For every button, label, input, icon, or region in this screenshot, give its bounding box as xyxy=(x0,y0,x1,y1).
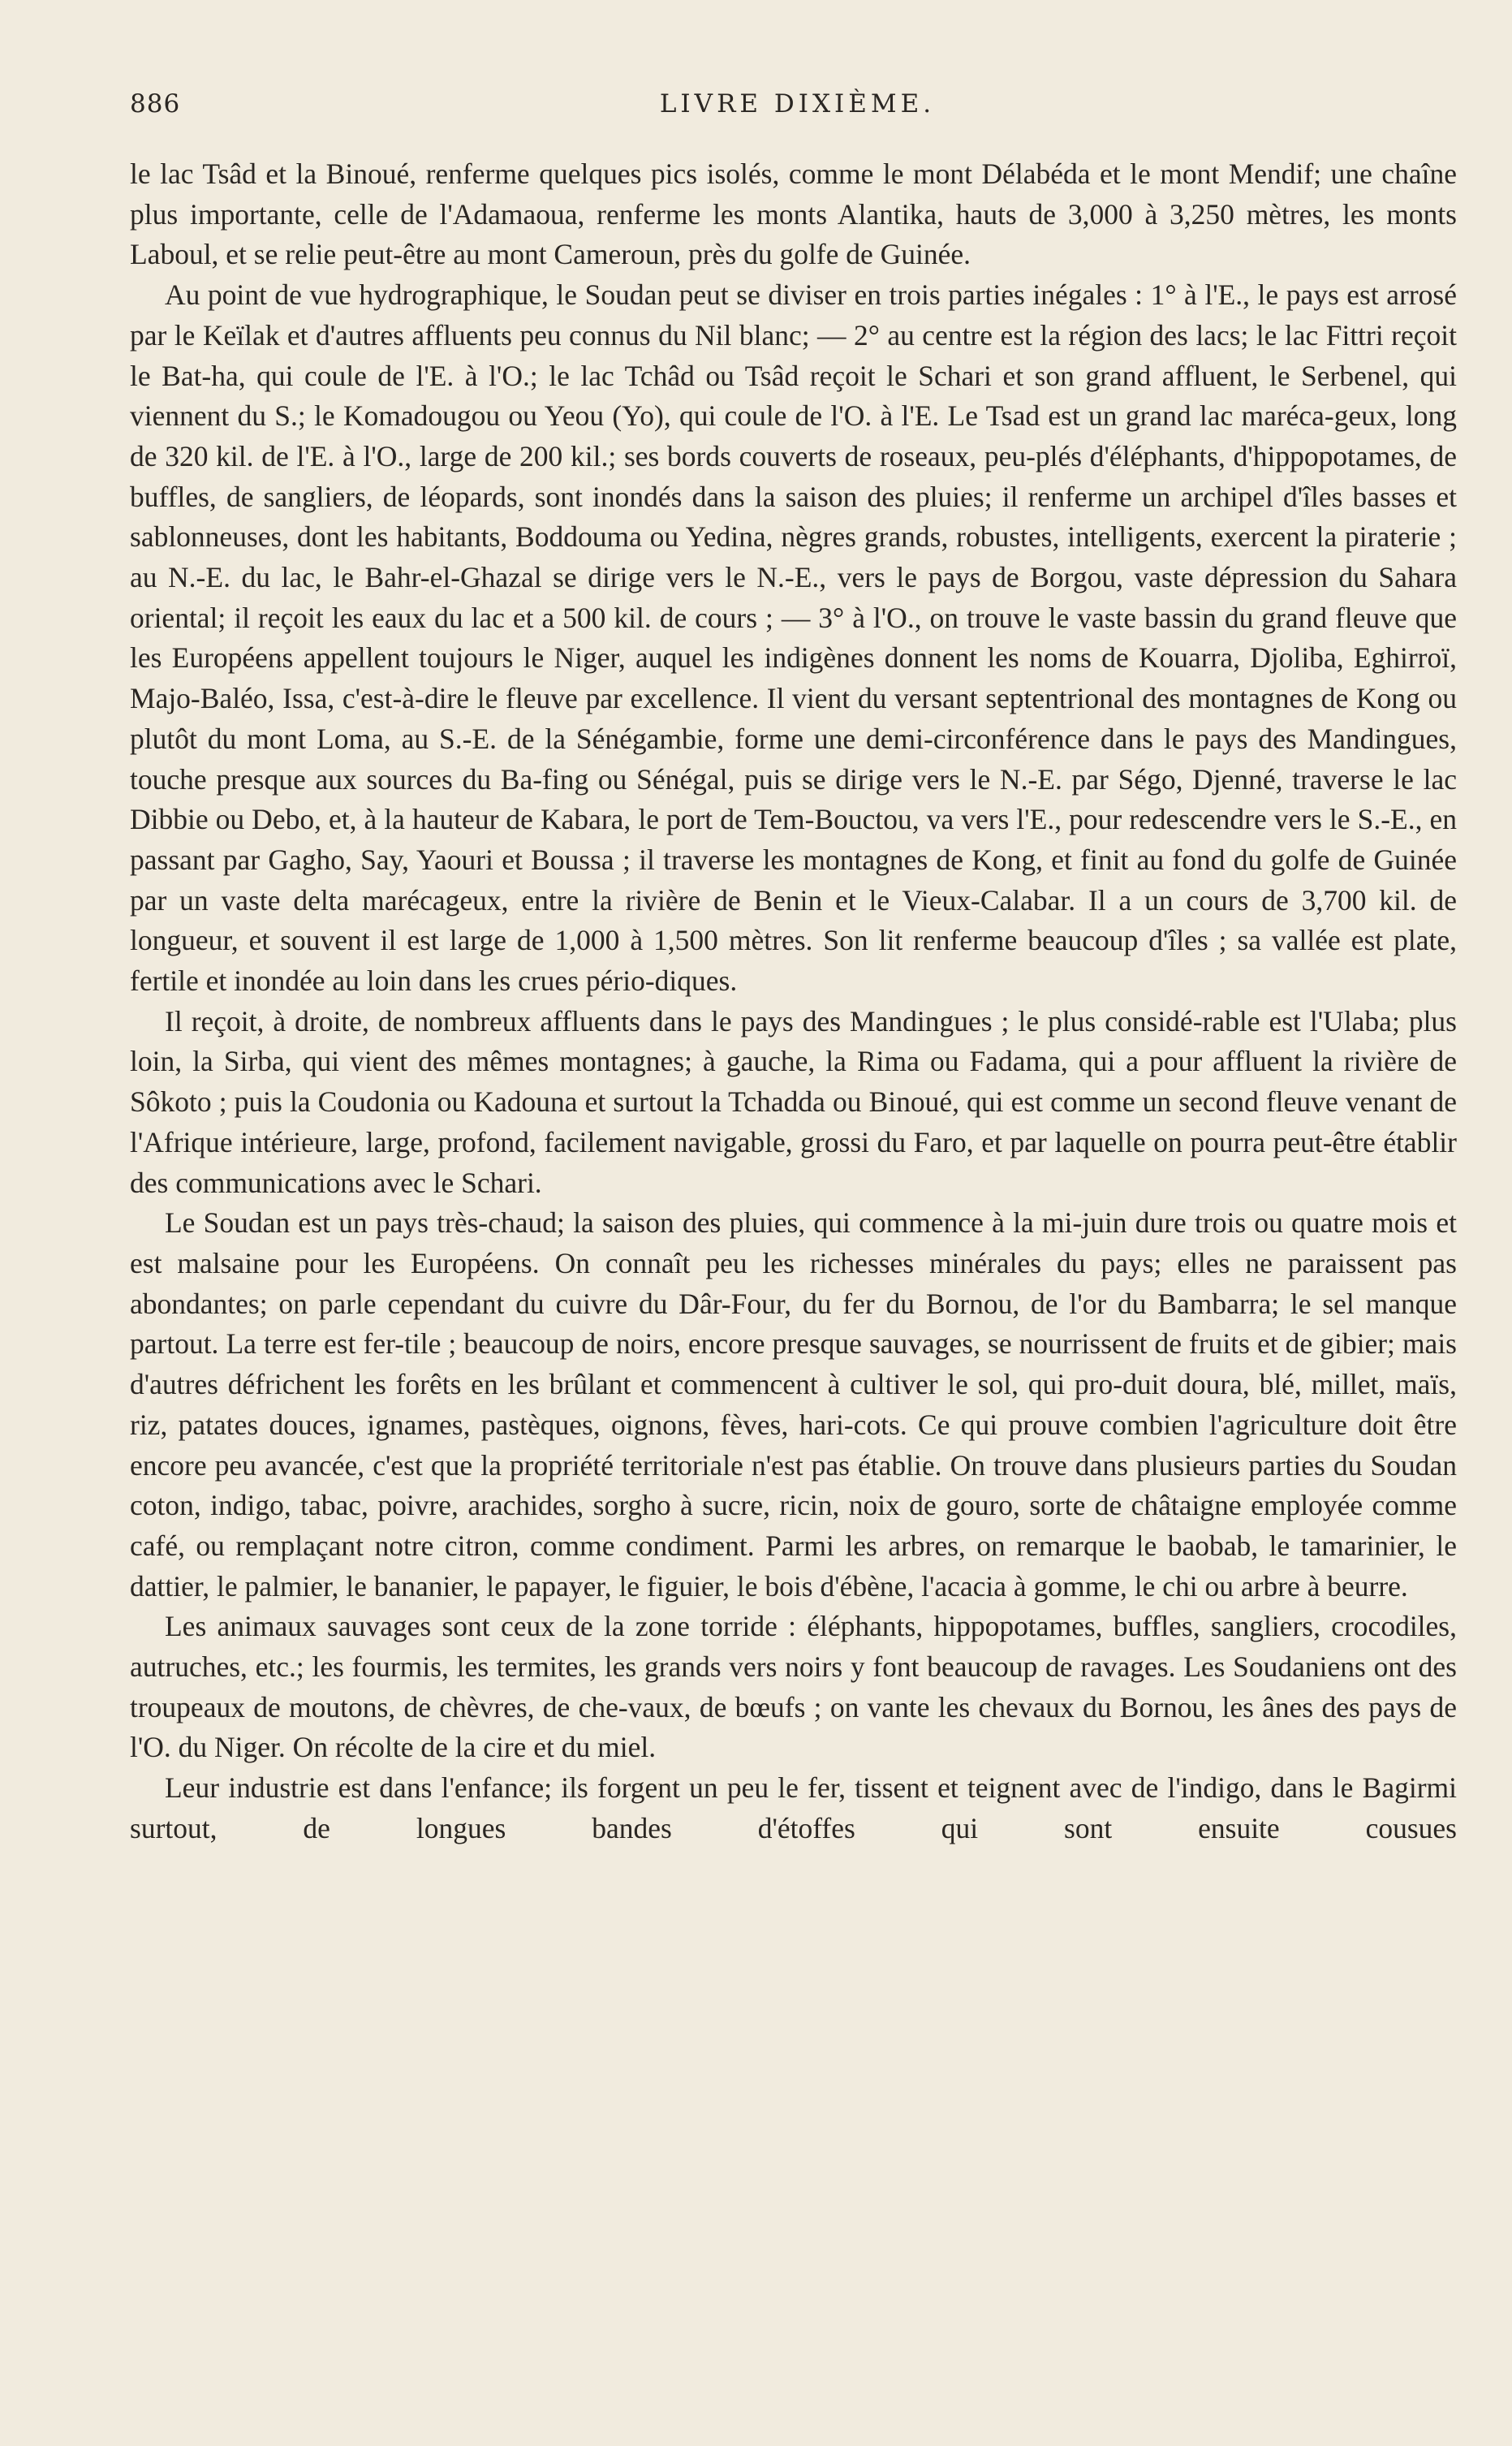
paragraph: Le Soudan est un pays très-chaud; la saison des pluies, qui commence à la mi-juin dure trois ou quatre mois et est malsaine pour les Européens. On connaît peu les richesses minérales du pays; elles ne paraissent pas abondantes; on parle cependant du cuivre du Dâr-Four, du fer du Bornou, de l'or du Bambarra; le sel manque partout. La terre est fer-tile ; beaucoup de noirs, encore presque sauvages, se nourrissent de fruits et de gibier; mais d'autres défrichent les forêts en les brûlant et commencent à cultiver le sol, qui pro-duit doura, blé, millet, maïs, riz, patates douces, ignames, pastèques, oignons, fèves, hari-cots. Ce qui prouve combien l'agriculture doit être encore peu avancée, c'est que la propriété territoriale n'est pas établie. On trouve dans plusieurs parties du Soudan coton, indigo, tabac, poivre, arachides, sorgho à sucre, ricin, noix de gouro, sorte de châtaigne employée comme café, ou remplaçant notre citron, comme condiment. Parmi les arbres, on remarque le baobab, le tamarinier, le dattier, le palmier, le bananier, le papayer, le figuier, le bois d'ébène, l'acacia à gomme, le chi ou arbre à beurre. xyxy=(130,1206,1457,1603)
page-number: 886 xyxy=(130,89,181,119)
paragraph: Leur industrie est dans l'enfance; ils forgent un peu le fer, tissent et teignent avec de l'indigo, dans le Bagirmi surtout, de longues bandes d'étoffes qui sont ensuite cousues xyxy=(130,1771,1457,1844)
paragraph: Les animaux sauvages sont ceux de la zone torride : éléphants, hippopotames, buffles, sangliers, crocodiles, autruches, etc.; les fourmis, les termites, les grands vers noirs y font beaucoup de ravages. Les Soudaniens ont des troupeaux de moutons, de chèvres, de che-vaux, de bœufs ; on vante les chevaux du Bornou, les ânes des pays de l'O. du Niger. On récolte de la cire et du miel. xyxy=(130,1610,1457,1764)
paragraph: Il reçoit, à droite, de nombreux affluents dans le pays des Mandingues ; le plus considé-rable est l'Ulaba; plus loin, la Sirba, qui vient des mêmes montagnes; à gauche, la Rima ou Fadama, qui a pour affluent la rivière de Sôkoto ; puis la Coudonia ou Kadouna et surtout la Tchadda ou Binoué, qui est comme un second fleuve venant de l'Afrique intérieure, large, profond, facilement navigable, grossi du Faro, et par laquelle on pourra peut-être établir des communications avec le Schari. xyxy=(130,1004,1457,1199)
page-header xyxy=(130,89,1465,130)
running-head: LIVRE DIXIÈME. xyxy=(659,89,936,119)
body-text xyxy=(130,154,1457,1849)
paragraph: le lac Tsâd et la Binoué, renferme quelques pics isolés, comme le mont Délabéda et le mont Mendif; une chaîne plus importante, celle de l'Adamaoua, renferme les monts Alantika, hauts de 3,000 à 3,250 mètres, les monts Laboul, et se relie peut-être au mont Cameroun, près du golfe de Guinée. xyxy=(130,157,1457,271)
paragraph: Au point de vue hydrographique, le Soudan peut se diviser en trois parties inégales : 1° à l'E., le pays est arrosé par le Keïlak et d'autres affluents peu connus du Nil blanc; — 2° au centre est la région des lacs; le lac Fittri reçoit le Bat-ha, qui coule de l'E. à l'O.; le lac Tchâd ou Tsâd reçoit le Schari et son grand affluent, le Serbenel, qui viennent du S.; le Komadougou ou Yeou (Yo), qui coule de l'O. à l'E. Le Tsad est un grand lac maréca-geux, long de 320 kil. de l'E. à l'O., large de 200 kil.; ses bords couverts de roseaux, peu-plés d'éléphants, d'hippopotames, de buffles, de sangliers, de léopards, sont inondés dans la saison des pluies; il renferme un archipel d'îles basses et sablonneuses, dont les habitants, Boddouma ou Yedina, nègres grands, robustes, intelligents, exercent la piraterie ; au N.-E. du lac, le Bahr-el-Ghazal se dirige vers le N.-E., vers le pays de Borgou, vaste dépression du Sahara oriental; il reçoit les eaux du lac et a 500 kil. de cours ; — 3° à l'O., on trouve le vaste bassin du grand fleuve que les Européens appellent toujours le Niger, auquel les indigènes donnent les noms de Kouarra, Djoliba, Eghirroï, Majo-Baléo, Issa, c'est-à-dire le fleuve par excellence. Il vient du versant septentrional des montagnes de Kong ou plutôt du mont Loma, au S.-E. de la Sénégambie, forme une demi-circonférence dans le pays des Mandingues, touche presque aux sources du Ba-fing ou Sénégal, puis se dirige vers le N.-E. par Ségo, Djenné, traverse le lac Dibbie ou Debo, et, à la hauteur de Kabara, le port de Tem-Bouctou, va vers l'E., pour redescendre vers le S.-E., en passant par Gagho, Say, Yaouri et Boussa ; il traverse les montagnes de Kong, et finit au fond du golfe de Guinée par un vaste delta marécageux, entre la rivière de Benin et le Vieux-Calabar. Il a un cours de 3,700 kil. de longueur, et souvent il est large de 1,000 à 1,500 mètres. Son lit renferme beaucoup d'îles ; sa vallée est plate, fertile et inondée au loin dans les crues pério-diques. xyxy=(130,278,1457,998)
